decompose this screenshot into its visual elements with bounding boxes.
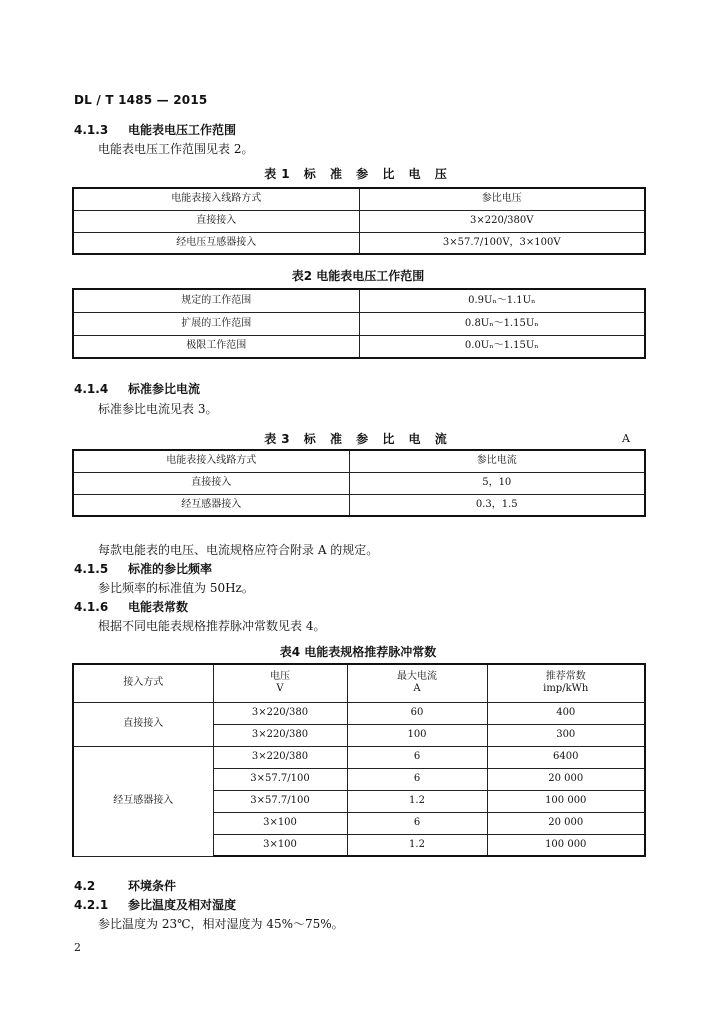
table-row — [73, 335, 645, 358]
section-heading-4-1-3 — [74, 121, 236, 138]
header-line: 推荐常数 — [545, 671, 586, 683]
table-cell: 6 — [347, 812, 487, 834]
table-cell: 3×57.7/100 — [213, 768, 347, 790]
section-paragraph-4-1-4: 标准参比电流见表 3。 — [98, 402, 218, 416]
table-row — [73, 232, 645, 254]
section-paragraph-4-2-1: 参比温度为 23℃，相对湿度为 45%～75%。 — [98, 917, 344, 931]
section-number: 4.1.3 — [74, 123, 109, 137]
table-row — [73, 289, 645, 312]
table-3-header-cell: 电能表接入线路方式 — [73, 450, 349, 472]
table-cell: 20 000 — [487, 812, 645, 834]
table-3-header-row — [73, 450, 645, 472]
table-1-header-row — [73, 188, 645, 210]
table-row — [73, 702, 645, 724]
table-cell: 100 000 — [487, 790, 645, 812]
section-number: 4.1.6 — [74, 600, 109, 614]
table-cell: 0.9Uₙ～1.1Uₙ — [359, 289, 645, 312]
table-row — [73, 210, 645, 232]
table-4-header-cell: 接入方式 — [73, 664, 213, 702]
section-heading-4-1-5 — [74, 560, 212, 577]
section-heading-4-1-4 — [74, 380, 200, 397]
table-cell: 经电压互感器接入 — [73, 232, 359, 254]
table-cell: 经互感器接入 — [73, 494, 349, 516]
header-unit: V — [276, 683, 284, 695]
section-number: 4.2 — [74, 879, 96, 893]
table-cell: 6400 — [487, 746, 645, 768]
table-cell: 3×220/380V — [359, 210, 645, 232]
table-3-header-cell: 参比电流 — [349, 450, 645, 472]
table-cell: 100 000 — [487, 834, 645, 856]
table-cell: 3×100 — [213, 834, 347, 856]
table-1-header-cell: 参比电压 — [359, 188, 645, 210]
table-1 — [72, 187, 646, 255]
section-number: 4.1.4 — [74, 382, 109, 396]
header-unit: imp/kWh — [543, 683, 589, 695]
table-row — [73, 312, 645, 335]
section-heading-4-2-1 — [74, 896, 236, 913]
section-title: 标准的参比频率 — [128, 562, 213, 576]
table-cell: 1.2 — [347, 790, 487, 812]
table-cell: 300 — [487, 724, 645, 746]
table-cell: 3×57.7/100V，3×100V — [359, 232, 645, 254]
table-cell: 20 000 — [487, 768, 645, 790]
table-cell: 直接接入 — [73, 472, 349, 494]
section-heading-4-1-6 — [74, 598, 188, 615]
table-cell: 3×100 — [213, 812, 347, 834]
table-cell: 直接接入 — [73, 210, 359, 232]
table-2 — [72, 288, 646, 359]
table-4-header-cell — [347, 664, 487, 702]
table-4-header-cell — [487, 664, 645, 702]
table-3-caption: 表3 标 准 参 比 电 流 — [264, 432, 452, 446]
table-4-header-row — [73, 664, 645, 702]
section-paragraph-4-1-3: 电能表电压工作范围见表 2。 — [98, 142, 254, 156]
table-2-caption: 表2 电能表电压工作范围 — [291, 269, 425, 283]
section-heading-4-2 — [74, 877, 176, 894]
table-cell: 6 — [347, 768, 487, 790]
header-unit: A — [413, 683, 421, 695]
table-3 — [72, 449, 646, 517]
group-cell-direct: 直接接入 — [73, 702, 213, 746]
table-cell: 400 — [487, 702, 645, 724]
section-title: 标准参比电流 — [128, 382, 201, 396]
table-1-header-cell: 电能表接入线路方式 — [73, 188, 359, 210]
table-row — [73, 494, 645, 516]
table-4-caption: 表4 电能表规格推荐脉冲常数 — [279, 645, 437, 659]
section-title: 电能表常数 — [128, 600, 189, 614]
table-cell: 3×220/380 — [213, 746, 347, 768]
table-cell: 6 — [347, 746, 487, 768]
section-title: 参比温度及相对湿度 — [128, 898, 237, 912]
table-cell: 0.3，1.5 — [349, 494, 645, 516]
group-cell-transformer: 经互感器接入 — [73, 746, 213, 856]
table-cell: 100 — [347, 724, 487, 746]
table-row — [73, 746, 645, 768]
note-paragraph: 每款电能表的电压、电流规格应符合附录 A 的规定。 — [98, 543, 379, 557]
table-cell: 0.0Uₙ～1.15Uₙ — [359, 335, 645, 358]
section-paragraph-4-1-6: 根据不同电能表规格推荐脉冲常数见表 4。 — [98, 619, 326, 633]
table-row — [73, 472, 645, 494]
header-line: 电压 — [270, 671, 290, 683]
section-paragraph-4-1-5: 参比频率的标准值为 50Hz。 — [98, 581, 254, 595]
table-cell: 极限工作范围 — [73, 335, 359, 358]
table-cell: 3×57.7/100 — [213, 790, 347, 812]
table-4-header-cell — [213, 664, 347, 702]
table-cell: 扩展的工作范围 — [73, 312, 359, 335]
section-number: 4.1.5 — [74, 562, 109, 576]
table-3-unit: A — [622, 432, 630, 445]
table-cell: 3×220/380 — [213, 724, 347, 746]
table-4 — [72, 663, 646, 857]
table-cell: 5，10 — [349, 472, 645, 494]
header-line: 最大电流 — [397, 671, 437, 683]
table-cell: 0.8Uₙ～1.15Uₙ — [359, 312, 645, 335]
section-number: 4.2.1 — [74, 898, 109, 912]
table-cell: 3×220/380 — [213, 702, 347, 724]
table-cell: 60 — [347, 702, 487, 724]
table-cell: 1.2 — [347, 834, 487, 856]
section-title: 电能表电压工作范围 — [128, 123, 237, 137]
table-1-caption: 表1 标 准 参 比 电 压 — [264, 167, 452, 181]
document-code-header: DL / T 1485 — 2015 — [74, 93, 208, 107]
page-number: 2 — [74, 941, 81, 954]
section-title: 环境条件 — [128, 879, 177, 893]
table-cell: 规定的工作范围 — [73, 289, 359, 312]
